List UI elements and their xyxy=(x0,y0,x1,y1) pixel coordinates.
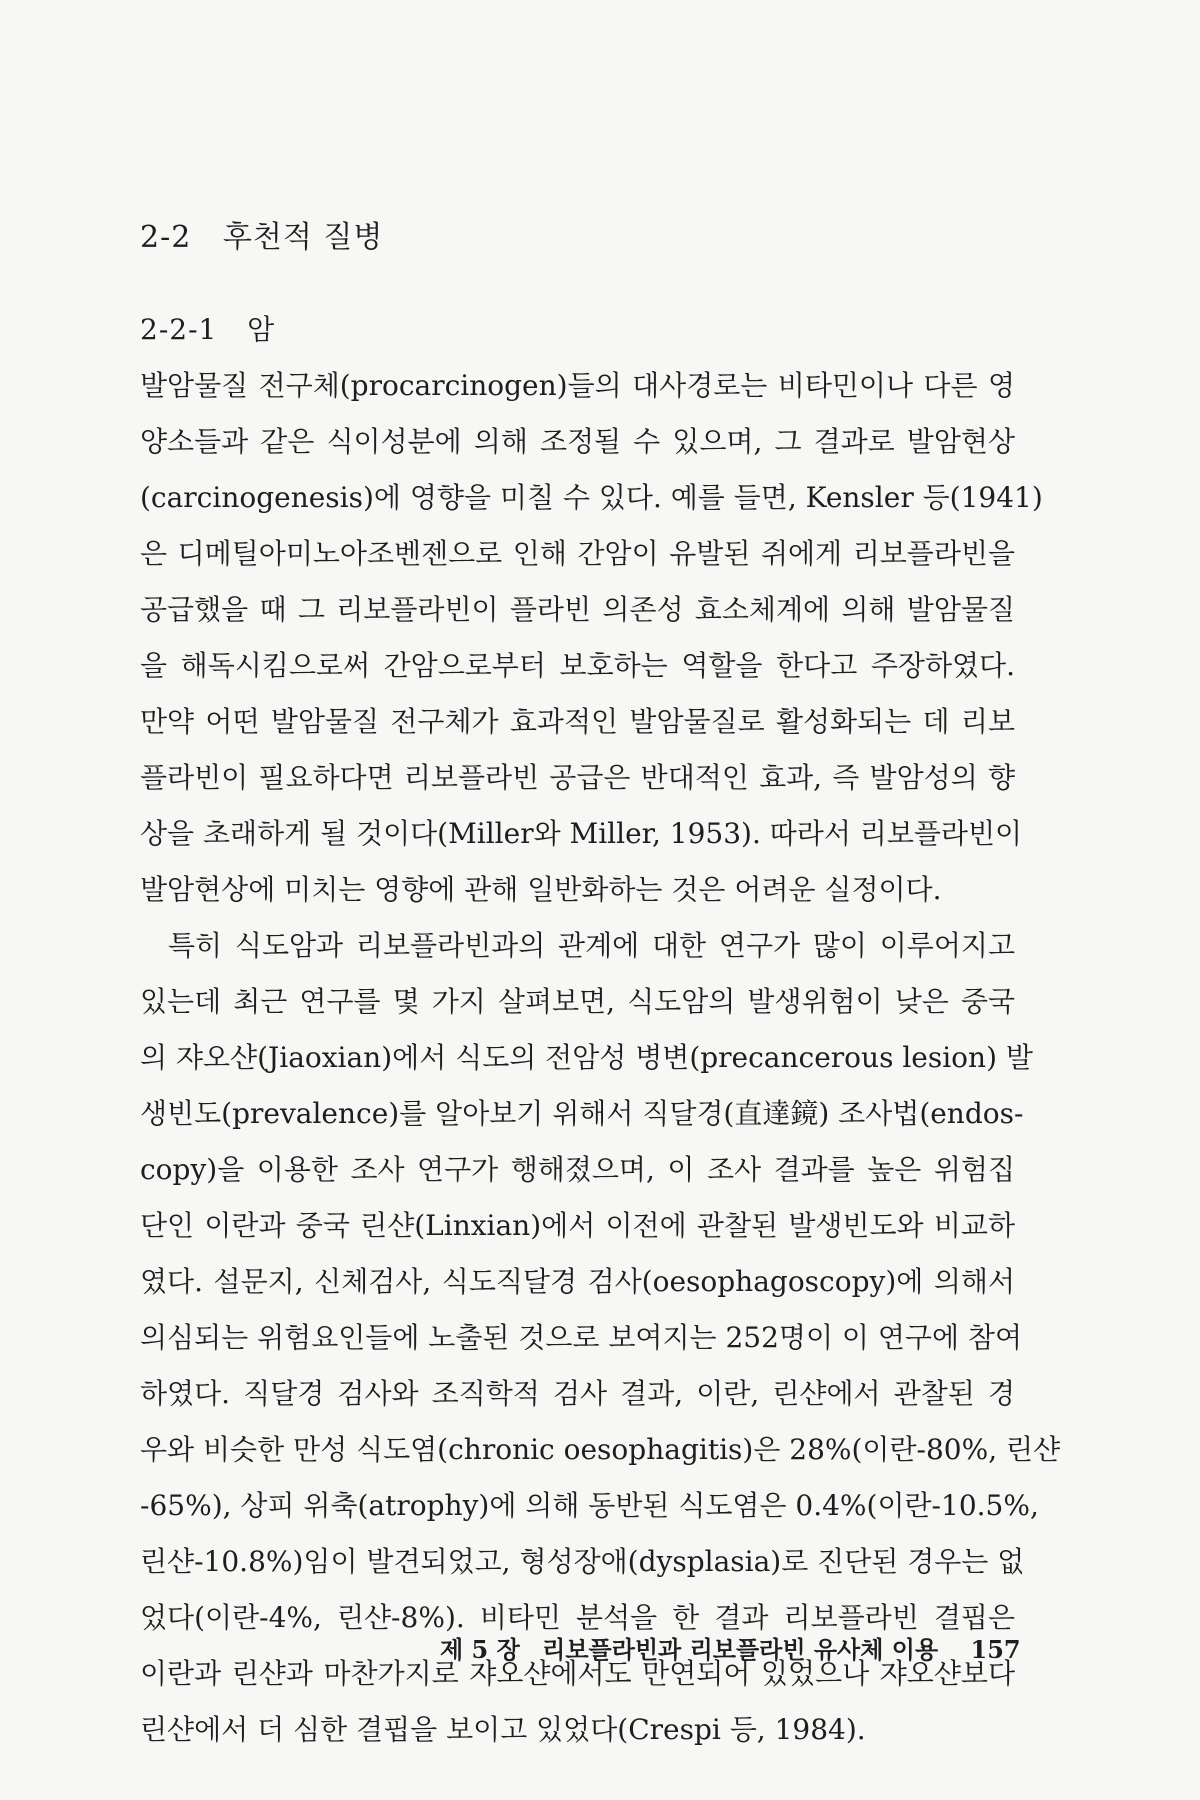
section-heading xyxy=(140,212,383,256)
text-line: 였다. 설문지, 신체검사, 식도직달경 검사(oesophagoscopy)에 의해서 xyxy=(140,1265,1015,1298)
text-line: (carcinogenesis)에 영향을 미칠 수 있다. 예를 들면, Kensler 등(1941) xyxy=(140,481,1043,514)
text-line: 하였다. 직달경 검사와 조직학적 검사 결과, 이란, 린샨에서 관찰된 경 xyxy=(140,1377,1015,1410)
text-line: 을 해독시킴으로써 간암으로부터 보호하는 역할을 한다고 주장하였다. xyxy=(140,649,1015,682)
text-line: 발암현상에 미치는 영향에 관해 일반화하는 것은 어려운 실정이다. xyxy=(140,873,942,906)
chapter-title: 리보플라빈과 리보플라빈 유사체 이용 xyxy=(542,1635,939,1664)
text-line: copy)을 이용한 조사 연구가 행해졌으며, 이 조사 결과를 높은 위험집 xyxy=(140,1153,1015,1186)
text-line: 었다(이란-4%, 린샨-8%). 비타민 분석을 한 결과 리보플라빈 결핍은 xyxy=(140,1601,1015,1634)
text-line: 공급했을 때 그 리보플라빈이 플라빈 의존성 효소체계에 의해 발암물질 xyxy=(140,593,1015,626)
subsection-title: 암 xyxy=(247,313,276,346)
body-text xyxy=(140,358,1061,1758)
subsection-heading xyxy=(140,308,275,348)
text-line: 의 쟈오샨(Jiaoxian)에서 식도의 전암성 병변(precancerous lesion) 발 xyxy=(140,1041,1033,1074)
page-footer xyxy=(440,1630,1021,1665)
text-line: 특히 식도암과 리보플라빈과의 관계에 대한 연구가 많이 이루어지고 xyxy=(168,929,1015,962)
text-line: 만약 어떤 발암물질 전구체가 효과적인 발암물질로 활성화되는 데 리보 xyxy=(140,705,1015,738)
text-line: 은 디메틸아미노아조벤젠으로 인해 간암이 유발된 쥐에게 리보플라빈을 xyxy=(140,537,1015,570)
text-line: 린샨-10.8%)임이 발견되었고, 형성장애(dysplasia)로 진단된 경우는 없 xyxy=(140,1545,1025,1578)
text-line: 상을 초래하게 될 것이다(Miller와 Miller, 1953). 따라서 리보플라빈이 xyxy=(140,817,1023,850)
text-line: 생빈도(prevalence)를 알아보기 위해서 직달경(直達鏡) 조사법(endos- xyxy=(140,1097,1024,1130)
text-line: 단인 이란과 중국 린샨(Linxian)에서 이전에 관찰된 발생빈도와 비교하 xyxy=(140,1209,1015,1242)
text-line: 이란과 린샨과 마찬가지로 쟈오샨에서도 만연되어 있었으나 쟈오샨보다 xyxy=(140,1657,1015,1690)
text-line: 우와 비슷한 만성 식도염(chronic oesophagitis)은 28%(이란-80%, 린샨 xyxy=(140,1433,1061,1466)
chapter-label: 제 5 장 xyxy=(440,1635,520,1664)
page-number: 157 xyxy=(970,1635,1021,1664)
text-line: 린샨에서 더 심한 결핍을 보이고 있었다(Crespi 등, 1984). xyxy=(140,1713,866,1746)
text-line: 발암물질 전구체(procarcinogen)들의 대사경로는 비타민이나 다른 영 xyxy=(140,369,1015,402)
section-title: 후천적 질병 xyxy=(222,220,384,255)
text-line: 있는데 최근 연구를 몇 가지 살펴보면, 식도암의 발생위험이 낮은 중국 xyxy=(140,985,1015,1018)
text-line: -65%), 상피 위축(atrophy)에 의해 동반된 식도염은 0.4%(이란-10.5%, xyxy=(140,1489,1039,1522)
text-line: 플라빈이 필요하다면 리보플라빈 공급은 반대적인 효과, 즉 발암성의 향 xyxy=(140,761,1015,794)
text-line: 의심되는 위험요인들에 노출된 것으로 보여지는 252명이 이 연구에 참여 xyxy=(140,1321,1022,1354)
section-number: 2-2 xyxy=(140,220,192,255)
subsection-number: 2-2-1 xyxy=(140,313,218,346)
text-line: 양소들과 같은 식이성분에 의해 조정될 수 있으며, 그 결과로 발암현상 xyxy=(140,425,1015,458)
